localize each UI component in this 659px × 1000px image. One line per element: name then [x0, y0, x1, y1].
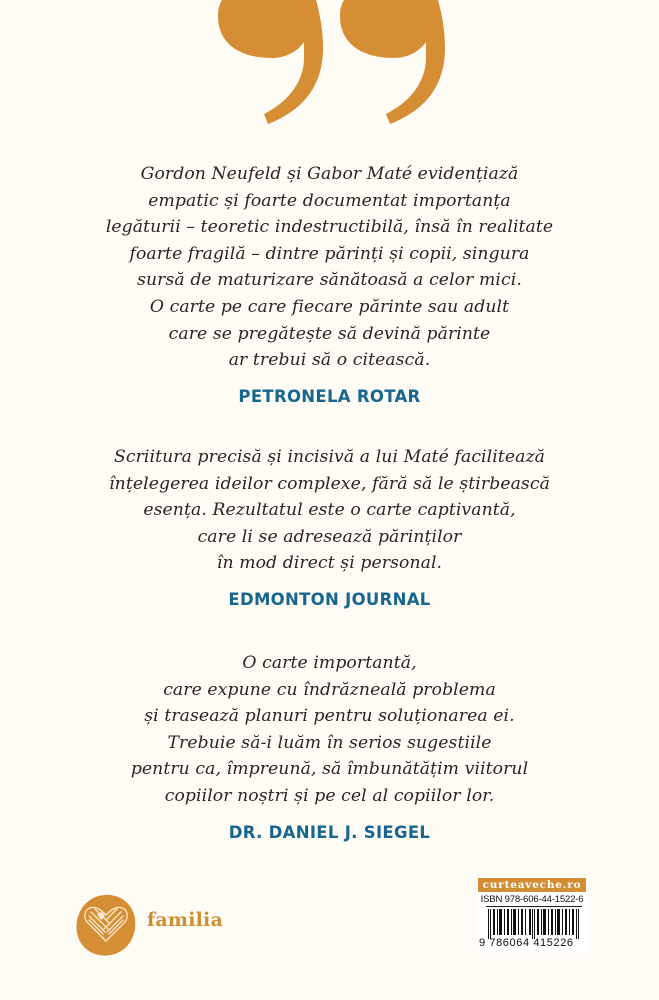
- quote-line: foarte fragilă – dintre părinți și copii, singura: [129, 243, 530, 264]
- publisher-name: familia: [147, 909, 223, 931]
- quote-line: care se pregătește să devină părinte: [168, 323, 491, 344]
- quote-author: EDMONTON JOURNAL: [228, 589, 431, 609]
- isbn-number: ISBN 978-606-44-1522-6: [480, 894, 584, 905]
- quote-line: Trebuie să-i luăm în serios sugestiile: [167, 732, 492, 753]
- quote-line: și trasează planuri pentru soluționarea ei.: [144, 706, 515, 727]
- quote-text: [0, 161, 659, 374]
- quote-text: [0, 444, 659, 577]
- quote-line: pentru ca, împreună, să îmbunătățim viitorul: [130, 759, 529, 780]
- publisher-website: curteaveche.ro: [478, 878, 586, 892]
- quote-line: copiilor noștri și pe cel al copiilor lor.: [164, 785, 495, 806]
- quote-line: care expune cu îndrăzneală problema: [163, 679, 496, 700]
- quote-line: ar trebui să o citească.: [228, 350, 431, 371]
- quote-author: DR. DANIEL J. SIEGEL: [228, 822, 431, 842]
- quote-line: empatic și foarte documentat importanța: [148, 190, 511, 211]
- barcode-digits: 9 786064 415226: [479, 937, 574, 949]
- quote-text: [0, 650, 659, 810]
- quote-line: înțelegerea ideilor complexe, fără să le știrbească: [109, 473, 550, 494]
- quote-line: care li se adresează părinților: [197, 526, 462, 547]
- quote-line: Gordon Neufeld și Gabor Maté evidențiază: [140, 164, 519, 184]
- quote-block-2: [0, 444, 659, 609]
- barcode-icon: [486, 909, 582, 939]
- quote-line: Scriitura precisă și incisivă a lui Maté facilitează: [114, 447, 545, 467]
- quote-line: legăturii – teoretic indestructibilă, însă în realitate: [105, 217, 554, 238]
- isbn-divider: [486, 906, 582, 907]
- quote-line: O carte pe care fiecare părinte sau adult: [149, 296, 510, 317]
- quote-author: PETRONELA ROTAR: [238, 386, 421, 406]
- quote-line: O carte importantă,: [242, 653, 417, 673]
- quote-line: esența. Rezultatul este o carte captivantă,: [143, 500, 516, 521]
- isbn-barcode-block: [476, 876, 588, 953]
- quote-line: în mod direct și personal.: [216, 553, 443, 574]
- quote-block-3: [0, 650, 659, 842]
- closing-quotation-mark-icon: [0, 0, 659, 130]
- quote-block-1: [0, 161, 659, 406]
- heart-hands-logo-icon: [75, 893, 137, 957]
- quote-line: sursă de maturizare sănătoasă a celor mici.: [137, 270, 522, 291]
